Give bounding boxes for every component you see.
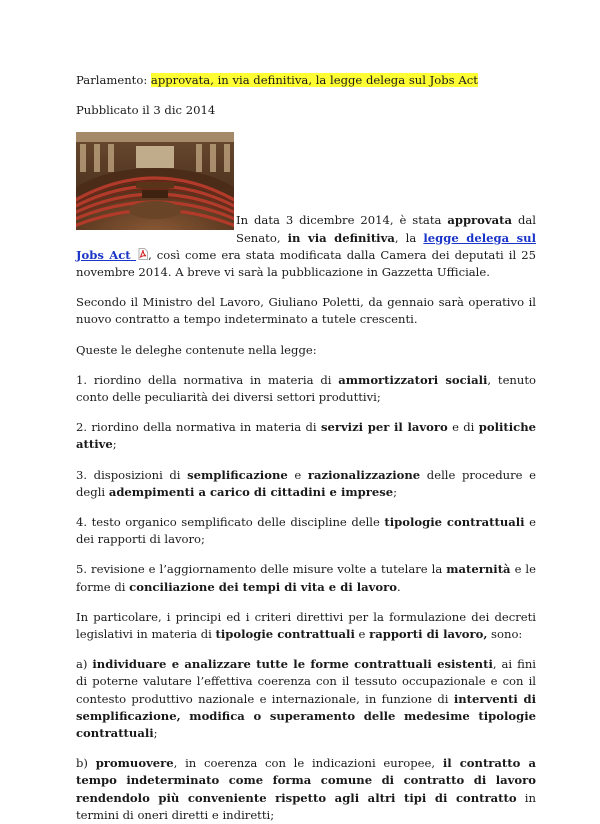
- parliament-chamber-photo: [76, 132, 234, 230]
- particolare-bold-d: rapporti di lavoro,: [369, 627, 488, 642]
- item4-bold: tipologie contrattuali: [384, 515, 525, 530]
- item1-text-c: , tenuto conto delle peculiarità dei diversi settori produttivi;: [76, 372, 537, 405]
- headline-prefix: Parlamento:: [76, 73, 151, 87]
- pdf-file-icon: [138, 248, 148, 260]
- item2-text-c: e di: [447, 420, 479, 435]
- item3-text-c: e: [287, 467, 308, 482]
- list-item-4: [76, 514, 536, 548]
- published-date: Pubblicato il 3 dic 2014: [76, 103, 216, 118]
- minister-paragraph: Secondo il Ministro del Lavoro, Giuliano Poletti, da gennaio sarà operativo il nuovo contratto a tempo indeterminato a tutele crescenti.: [76, 295, 536, 327]
- item2-bold-d: politiche attive: [76, 420, 537, 452]
- deleghe-intro: Queste le deleghe contenute nella legge:: [76, 342, 317, 357]
- headline-highlight: approvata, in via definitiva, la legge delega sul Jobs Act: [150, 73, 478, 87]
- point-a-bold-b: individuare e analizzare tutte le forme contrattuali esistenti: [92, 657, 493, 672]
- list-item-3: [76, 467, 536, 501]
- item4-text-c: e dei rapporti di lavoro;: [76, 515, 536, 547]
- headline: [76, 72, 536, 89]
- item4-text-a: 4. testo organico semplificato delle discipline delle: [76, 515, 385, 530]
- intro-text-1: In data 3 dicembre 2014, è stata: [236, 213, 448, 228]
- item3-text-e: delle procedure e degli: [76, 467, 537, 499]
- item5-text-a: 5. revisione e l’aggiornamento delle misure volte a tutelare la: [76, 562, 447, 577]
- item5-bold-b: maternità: [446, 562, 511, 577]
- item3-text-a: 3. disposizioni di: [76, 467, 188, 482]
- list-item-1: [76, 372, 536, 406]
- list-item-5: [76, 561, 536, 595]
- intro-text-2: dal Senato,: [236, 213, 536, 245]
- intro-text-3: , la: [394, 230, 424, 245]
- list-item-2: [76, 419, 536, 453]
- point-a-text-c: , ai fini di poterne valutare l’effettiva coerenza con il tessuto occupazionale e con il contesto produttivo nazionale e internazionale, in funzione di: [76, 657, 536, 706]
- particolare-text-e: sono:: [487, 627, 523, 642]
- point-b-bold-d: il contratto a tempo indeterminato come forma comune di contratto di lavoro rendendolo più conveniente rispetto agli altri tipi di contratto: [76, 756, 536, 805]
- particolare-text-a: In particolare, i principi ed i criteri direttivi per la formulazione dei decreti legislativi in materia di: [76, 609, 536, 642]
- particolare-bold-b: tipologie contrattuali: [215, 627, 355, 642]
- intro-text-4: , così come era stata modificata dalla Camera dei deputati il 25 novembre 2014. A breve vi sarà la pubblicazione in Gazzetta Ufficiale.: [76, 247, 536, 280]
- item2-bold-b: servizi per il lavoro: [320, 420, 448, 435]
- item5-text-c: e le forme di: [76, 562, 536, 594]
- item1-bold: ammortizzatori sociali: [338, 372, 488, 387]
- item2-text-a: 2. riordino della normativa in materia di: [76, 420, 321, 435]
- jobs-act-link-label: legge delega sul Jobs Act: [76, 230, 536, 262]
- intro-bold-definitiva: in via definitiva: [287, 230, 395, 245]
- particolare-paragraph: [76, 609, 536, 643]
- item3-bold-f: adempimenti a carico di cittadini e imprese: [108, 484, 394, 499]
- item5-bold-d: conciliazione dei tempi di vita e di lavoro: [129, 579, 397, 594]
- item3-text-g: ;: [393, 484, 398, 499]
- point-b-paragraph: [76, 755, 536, 824]
- item1-text-a: 1. riordino della normativa in materia di: [76, 372, 339, 387]
- item5-text-e: .: [397, 579, 401, 594]
- item3-bold-b: semplificazione: [187, 467, 288, 482]
- item2-text-e: ;: [112, 437, 117, 452]
- intro-block: [76, 132, 536, 294]
- point-a-bold-d: interventi di semplificazione, modifica o superamento delle medesime tipologie contrattuali: [76, 691, 536, 741]
- point-a-text-e: ;: [153, 726, 158, 741]
- point-a-paragraph: [76, 656, 536, 742]
- point-b-text-e: in termini di oneri diretti e indiretti;: [76, 790, 536, 822]
- point-b-label: b): [76, 756, 96, 771]
- point-a-label: a): [76, 657, 93, 672]
- intro-bold-approvata: approvata: [447, 213, 513, 228]
- particolare-text-c: e: [354, 627, 370, 642]
- point-b-text-c: , in coerenza con le indicazioni europee,: [173, 756, 443, 771]
- point-b-bold-b: promuovere: [95, 756, 174, 771]
- item3-bold-d: razionalizzazione: [307, 467, 421, 482]
